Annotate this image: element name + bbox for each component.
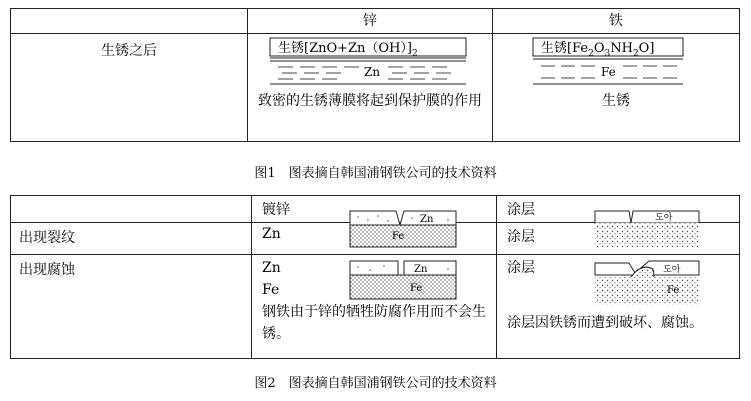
crack-coating-cell: 涂层 도아 [497, 223, 740, 255]
zinc-cell [248, 34, 493, 142]
header-empty-2 [11, 196, 252, 223]
corrosion-coating-cell [497, 255, 740, 359]
iron-cell [493, 34, 740, 142]
corrosion-coat-text: 涂层 [507, 260, 535, 276]
header-iron: 铁 [493, 9, 740, 34]
crack-fe-label: Fe [392, 231, 405, 242]
crack-coating-diagram [591, 205, 711, 251]
corrosion-fe-label: Fe [410, 283, 423, 294]
header-galvanized: 镀锌 [252, 196, 497, 223]
header-empty [11, 9, 248, 34]
crack-galvanized-diagram [348, 205, 468, 251]
figure-caption-2: 图2 图表摘自韩国浦钢铁公司的技术资料 [254, 376, 497, 391]
zinc-rust-diagram [248, 34, 492, 86]
corrosion-galv-description: 钢铁由于锌的牺牲防腐作用而不会生锈。 [262, 304, 486, 342]
corrosion-galvanized-diagram [348, 259, 468, 301]
iron-description: 生锈 [602, 93, 630, 109]
row-label-after-rust: 生锈之后 [11, 34, 248, 142]
corrosion-galvanized-cell [252, 255, 497, 359]
crack-coat-label: 도아 [655, 213, 673, 223]
header-zinc: 锌 [248, 9, 493, 34]
zinc-metal-label: Zn [364, 65, 381, 79]
zinc-rust-label: 生锈$[ZnO+Zn(OH)]_2$ [278, 41, 418, 59]
zinc-description: 致密的生锈薄膜将起到保护膜的作用 [258, 93, 482, 109]
table-damage-comparison [10, 195, 740, 359]
header-coating: 涂层 [497, 196, 740, 223]
crack-zn-label: Zn [420, 214, 434, 225]
corrosion-fe-text: Fe [262, 282, 280, 298]
corrosion-coat-description: 涂层因铁锈而遭到破坏、腐蚀。 [507, 315, 703, 331]
row-label-corrosion: 出现腐蚀 [11, 255, 252, 359]
corrosion-coat-label: 도아 [663, 265, 681, 275]
crack-galvanized-cell: Zn Zn Fe [252, 223, 497, 255]
corrosion-zn-label: Zn [414, 264, 428, 275]
figure-caption-1: 图1 图表摘自韩国浦钢铁公司的技术资料 [254, 166, 497, 181]
row-label-crack: 出现裂纹 [11, 223, 252, 255]
table-rust-comparison [10, 8, 740, 142]
corrosion-zn-text: Zn [262, 260, 281, 276]
corrosion-coating-diagram [591, 259, 711, 309]
corrosion-coat-fe-label: Fe [667, 285, 680, 296]
iron-rust-diagram [493, 34, 739, 86]
iron-rust-label: 生锈$[Fe_2O_3NH_2O]$ [541, 41, 655, 59]
iron-metal-label: Fe [601, 65, 616, 79]
